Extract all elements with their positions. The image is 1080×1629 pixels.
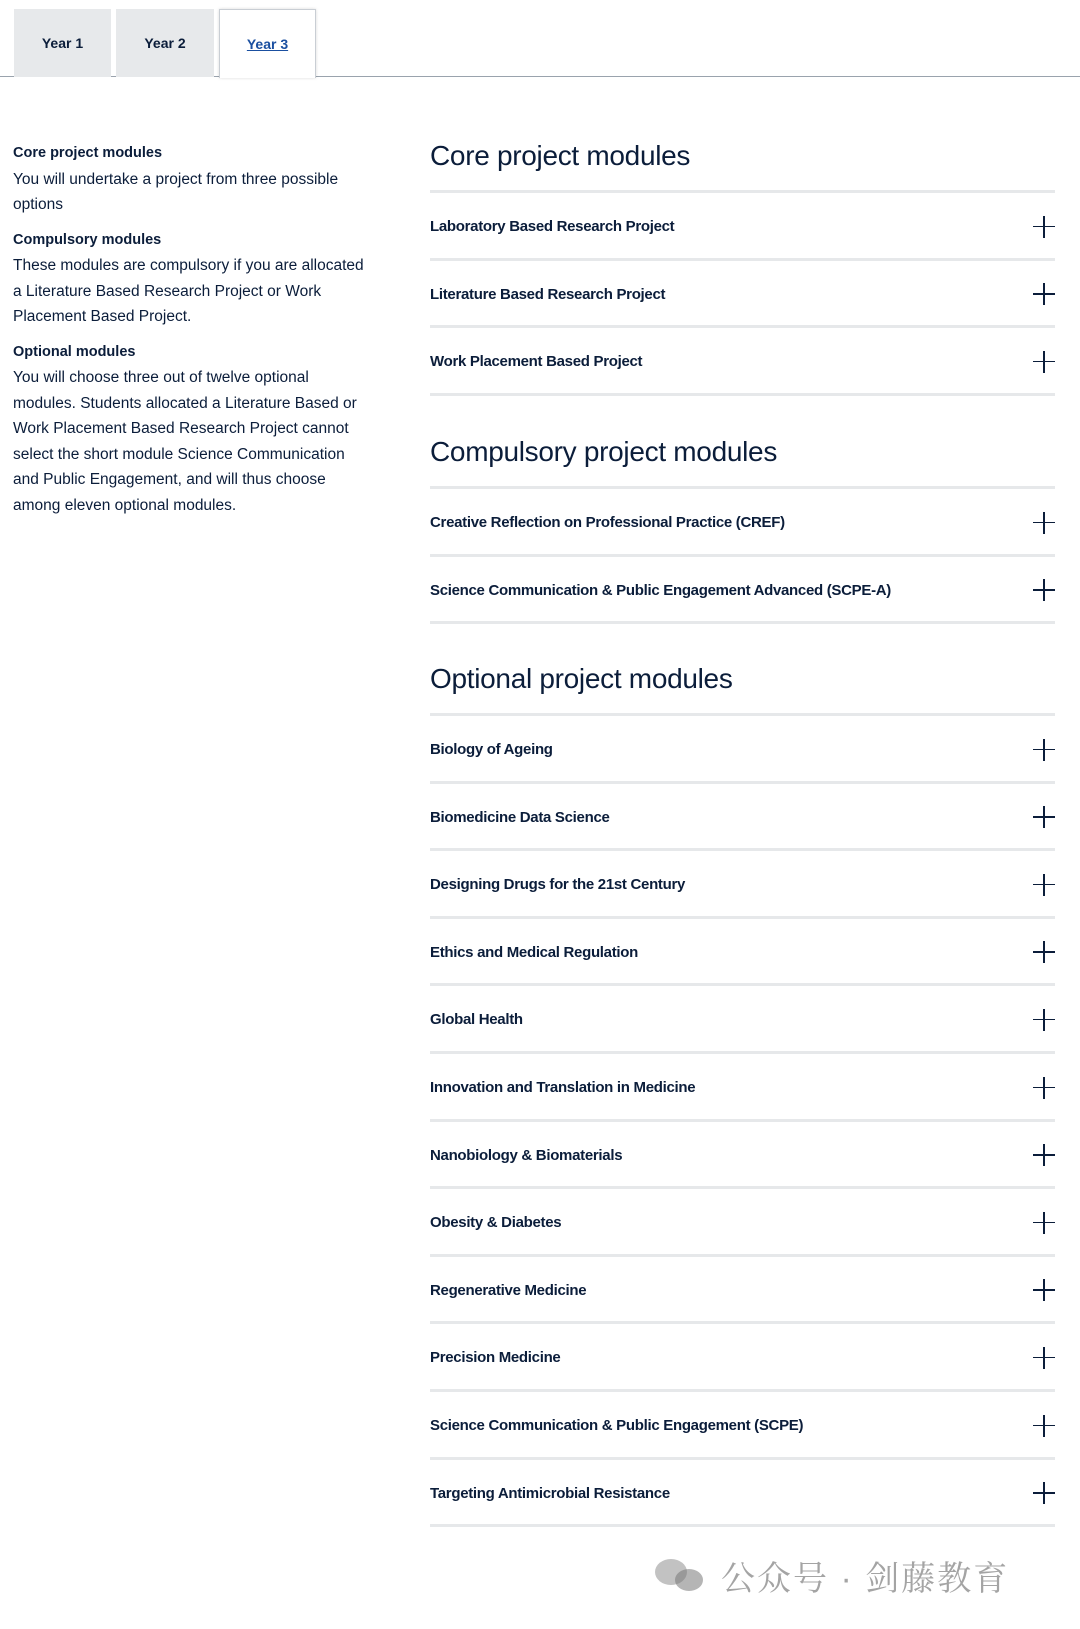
expand-plus-icon[interactable] xyxy=(1033,941,1055,963)
module-title: Ethics and Medical Regulation xyxy=(430,943,639,961)
module-accordion-item[interactable] xyxy=(430,1321,1055,1391)
tab-year-1[interactable]: Year 1 xyxy=(14,9,111,77)
section-divider xyxy=(430,393,1055,396)
module-accordion-item[interactable] xyxy=(430,983,1055,1053)
section-divider xyxy=(430,1524,1055,1527)
section-title: Compulsory project modules xyxy=(430,436,778,467)
expand-plus-icon[interactable] xyxy=(1033,1009,1055,1031)
module-accordion-item[interactable] xyxy=(430,325,1055,395)
module-accordion-item[interactable] xyxy=(430,1051,1055,1121)
sidebar-heading-optional: Optional modules xyxy=(13,343,136,360)
module-accordion-item[interactable] xyxy=(430,258,1055,328)
module-accordion-item[interactable] xyxy=(430,554,1055,624)
module-title: Creative Reflection on Professional Practice (CREF) xyxy=(430,514,785,531)
watermark xyxy=(655,1545,1055,1605)
sidebar-heading-core: Core project modules xyxy=(13,145,163,161)
module-title: Targeting Antimicrobial Resistance xyxy=(430,1484,670,1502)
year-tabs xyxy=(0,0,1080,77)
section-title: Core project modules xyxy=(430,140,691,171)
expand-plus-icon[interactable] xyxy=(1033,579,1055,601)
module-title: Innovation and Translation in Medicine xyxy=(430,1079,696,1096)
tab-year-3[interactable]: Year 3 xyxy=(219,9,316,78)
expand-plus-icon[interactable] xyxy=(1033,216,1055,238)
expand-plus-icon[interactable] xyxy=(1033,874,1055,896)
module-title: Biomedicine Data Science xyxy=(430,808,610,826)
expand-plus-icon[interactable] xyxy=(1033,739,1055,761)
module-accordion-item[interactable] xyxy=(430,781,1055,851)
module-title: Science Communication & Public Engagement (SCPE) xyxy=(430,1417,804,1434)
module-accordion-item[interactable] xyxy=(430,486,1055,556)
expand-plus-icon[interactable] xyxy=(1033,1077,1055,1099)
module-title: Literature Based Research Project xyxy=(430,285,666,303)
expand-plus-icon[interactable] xyxy=(1033,806,1055,828)
tab-year-2[interactable]: Year 2 xyxy=(116,9,214,77)
module-title: Laboratory Based Research Project xyxy=(430,218,675,235)
module-title: Designing Drugs for the 21st Century xyxy=(430,876,686,894)
expand-plus-icon[interactable] xyxy=(1033,351,1055,373)
module-title: Nanobiology & Biomaterials xyxy=(430,1146,623,1164)
module-title: Obesity & Diabetes xyxy=(430,1214,562,1232)
expand-plus-icon[interactable] xyxy=(1033,1144,1055,1166)
expand-plus-icon[interactable] xyxy=(1033,1415,1055,1437)
module-accordion-item[interactable] xyxy=(430,190,1055,260)
module-accordion-item[interactable] xyxy=(430,1186,1055,1256)
module-title: Global Health xyxy=(430,1011,523,1029)
sidebar-text-compulsory: These modules are compulsory if you are allocated a Literature Based Research Project or Work Placement Based Project. xyxy=(13,257,364,325)
expand-plus-icon[interactable] xyxy=(1033,1279,1055,1301)
module-accordion-item[interactable] xyxy=(430,1119,1055,1189)
expand-plus-icon[interactable] xyxy=(1033,1347,1055,1369)
expand-plus-icon[interactable] xyxy=(1033,512,1055,534)
sidebar-text-core: You will undertake a project from three possible options xyxy=(13,170,339,213)
module-accordion-item[interactable] xyxy=(430,1389,1055,1459)
wechat-icon xyxy=(655,1555,703,1595)
section-divider xyxy=(430,621,1055,624)
module-accordion-item[interactable] xyxy=(430,1254,1055,1324)
sidebar-text-optional: You will choose three out of twelve optional modules. Students allocated a Literature Based or Work Placement Based Research Project cannot select the short module Science Communication and Public Engagement, and will thus choose among eleven optional modules. xyxy=(13,369,357,514)
module-accordion-item[interactable] xyxy=(430,713,1055,783)
section-title: Optional project modules xyxy=(430,663,733,694)
module-title: Regenerative Medicine xyxy=(430,1281,587,1299)
module-accordion-item[interactable] xyxy=(430,848,1055,918)
module-info-sidebar xyxy=(13,141,373,528)
watermark-text: 公众号 · 剑藤教育 xyxy=(721,1559,1010,1598)
expand-plus-icon[interactable] xyxy=(1033,1482,1055,1504)
module-title: Science Communication & Public Engagement Advanced (SCPE-A) xyxy=(430,581,891,599)
module-title: Biology of Ageing xyxy=(430,741,553,758)
expand-plus-icon[interactable] xyxy=(1033,1212,1055,1234)
module-title: Precision Medicine xyxy=(430,1349,561,1367)
module-accordion-item[interactable] xyxy=(430,1457,1055,1527)
expand-plus-icon[interactable] xyxy=(1033,283,1055,305)
module-accordion-item[interactable] xyxy=(430,916,1055,986)
module-title: Work Placement Based Project xyxy=(430,353,643,371)
sidebar-heading-compulsory: Compulsory modules xyxy=(13,231,162,248)
